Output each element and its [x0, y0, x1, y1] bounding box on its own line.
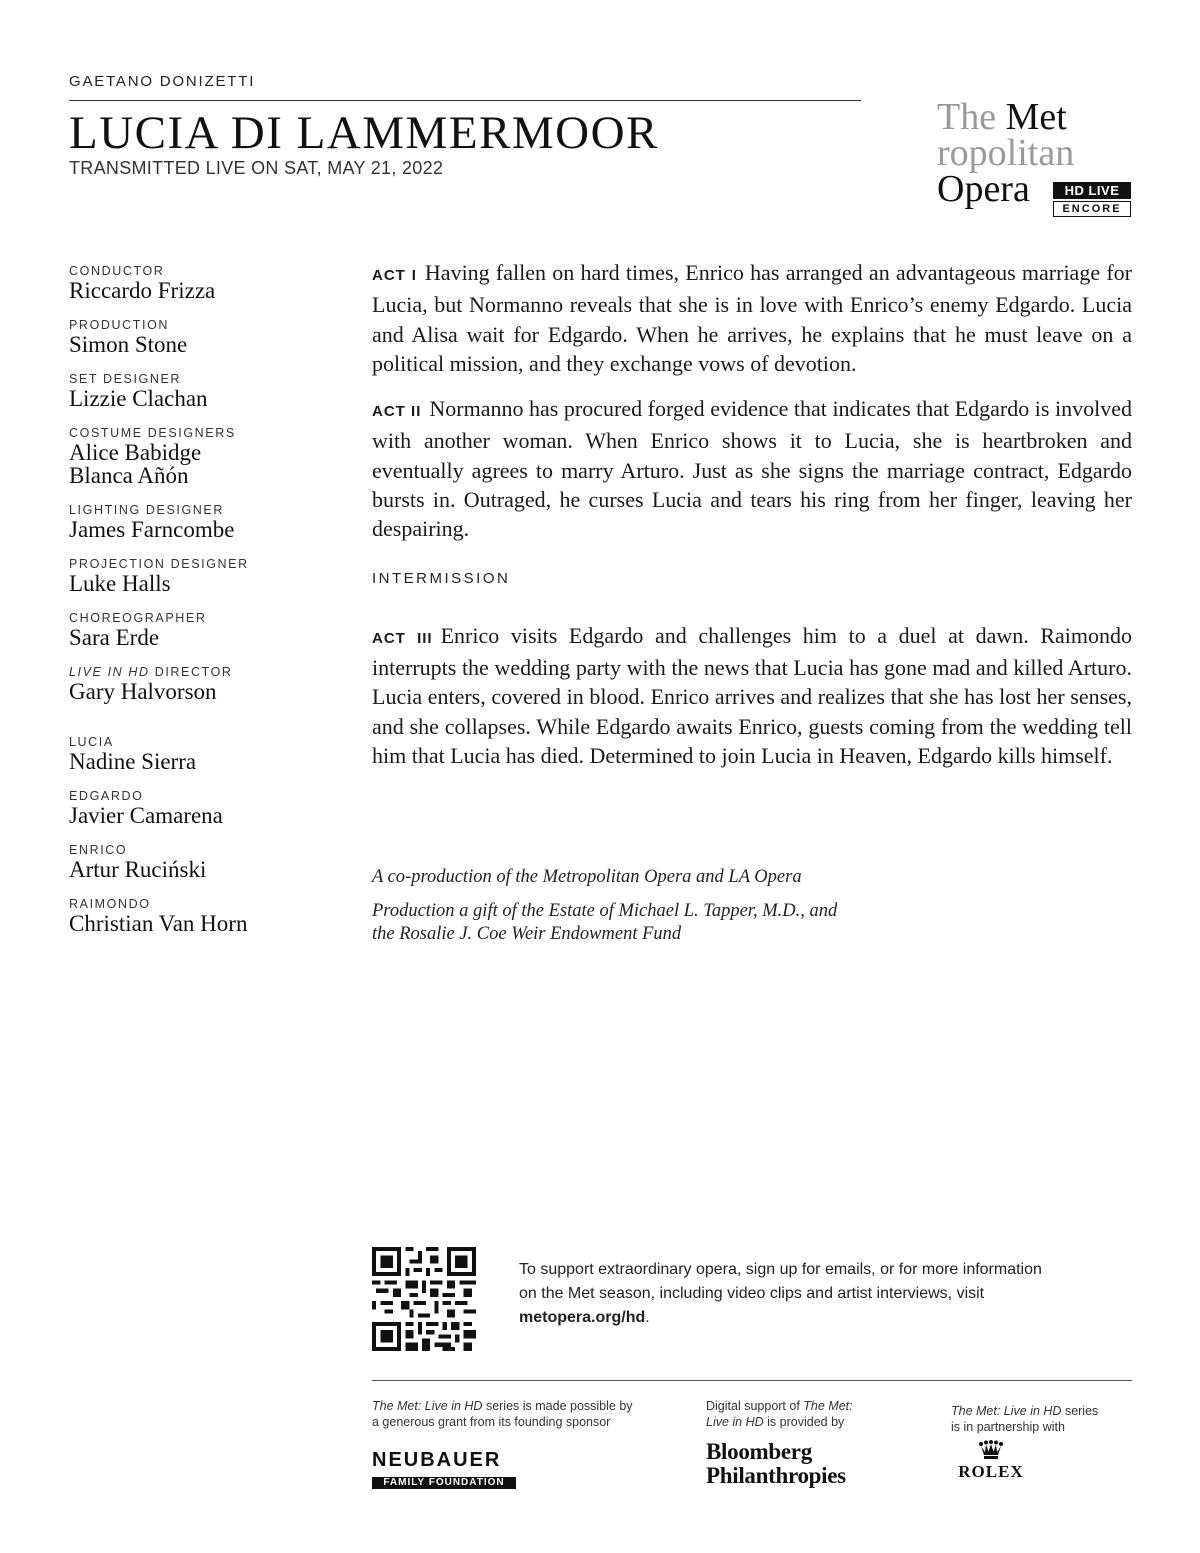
footer-divider [372, 1380, 1132, 1381]
credit-role [69, 664, 349, 680]
cast-role: RAIMONDO [69, 897, 151, 911]
credit-name: Lizzie Clachan [69, 386, 208, 411]
credit-name: Sara Erde [69, 625, 160, 650]
neubauer-subtitle: FAMILY FOUNDATION [372, 1477, 516, 1489]
cast-role: LUCIA [69, 735, 114, 749]
credit-role: CONDUCTOR [69, 264, 165, 278]
credit-set-designer [69, 371, 349, 410]
support-text [519, 1258, 1059, 1330]
bloomberg-logo [706, 1440, 846, 1488]
cast-name: Javier Camarena [69, 803, 223, 828]
logo-opera: Opera [937, 168, 1030, 210]
sponsor-2-series-1: The Met: [803, 1399, 853, 1413]
hd-live-label: HD LIVE [1053, 182, 1131, 199]
credit-name: Riccardo Frizza [69, 278, 216, 303]
support-link[interactable]: metopera.org/hd [519, 1309, 646, 1326]
sponsor-1-series: The Met: Live in HD [372, 1399, 483, 1413]
cast-role: EDGARDO [69, 789, 144, 803]
sponsor-1-text [372, 1398, 672, 1430]
cast-enrico [69, 842, 349, 881]
credit-hd-director [69, 664, 349, 703]
credit-name: Alice Babidge [69, 440, 202, 465]
credit-role: PRODUCTION [69, 318, 170, 332]
act-1-label: ACT I [372, 267, 417, 284]
rolex-logo [951, 1440, 1031, 1482]
neubauer-name: NEUBAUER [372, 1449, 502, 1471]
sponsor-2-text [706, 1398, 906, 1430]
credit-role: LIGHTING DESIGNER [69, 503, 224, 517]
rolex-name: ROLEX [958, 1462, 1024, 1481]
credit-conductor [69, 263, 349, 302]
sponsor-3-line2: is in partnership with [951, 1420, 1065, 1434]
gift-line-1: Production a gift of the Estate of Michael L. Tapper, M.D., and [372, 901, 838, 921]
credit-role: PROJECTION DESIGNER [69, 557, 249, 571]
gift-note [372, 900, 932, 946]
logo-line-1 [937, 98, 1067, 136]
production-notes [372, 866, 932, 957]
credit-production [69, 317, 349, 356]
cast-name: Nadine Sierra [69, 749, 197, 774]
sponsor-3-text [951, 1403, 1151, 1435]
act-3-text: Enrico visits Edgardo and challenges him to a duel at dawn. Raimondo interrupts the wedding party with the news that Lucia has gone mad and killed Arturo. Lucia enters, covered in blood. Enrico arrives and realizes that she has lost her senses, and she collapses. While Edgardo awaits Enrico, guests coming from the wedding tell him that Lucia has died. Determined to join Lucia in Heaven, Edgardo kills himself. [372, 622, 1132, 768]
credit-name: Luke Halls [69, 571, 171, 596]
logo-ropolitan: ropolitan [937, 132, 1075, 174]
synopsis [372, 258, 1132, 770]
cast-name: Christian Van Horn [69, 911, 248, 936]
credits-column [69, 263, 349, 950]
qr-code-icon[interactable] [372, 1247, 476, 1351]
bloomberg-name-2: Philanthropies [706, 1463, 846, 1488]
cast-gap [69, 718, 349, 734]
credit-name: Gary Halvorson [69, 679, 217, 704]
credit-projection-designer [69, 556, 349, 595]
credit-role: SET DESIGNER [69, 372, 182, 386]
cast-lucia [69, 734, 349, 773]
credit-lighting-designer [69, 502, 349, 541]
encore-label: ENCORE [1053, 201, 1131, 217]
composer-name: GAETANO DONIZETTI [69, 73, 256, 90]
credit-role-italic: LIVE IN HD [69, 665, 150, 679]
neubauer-logo [372, 1450, 516, 1489]
cast-name: Artur Ruciński [69, 857, 207, 882]
credit-role: CHOREOGRAPHER [69, 611, 207, 625]
act-1-text: Having fallen on hard times, Enrico has arranged an advantageous marriage for Lucia, but Normanno reveals that she is in love with Enrico’s enemy Edgardo. Lucia and Alisa wait for Edgardo. When he arrives, he explains that he must leave on a political mission, and they exchange vows of devotion. [372, 260, 1132, 376]
sponsor-1-line1: series is made possible by [482, 1399, 633, 1413]
intermission-label: INTERMISSION [372, 569, 511, 587]
sponsor-2-line1: Digital support of [706, 1399, 804, 1413]
sponsor-3-series: The Met: Live in HD [951, 1404, 1062, 1418]
hd-live-encore-badge [1053, 182, 1131, 217]
logo-met: Met [1005, 96, 1067, 138]
transmission-date: TRANSMITTED LIVE ON SAT, MAY 21, 2022 [69, 158, 444, 178]
credit-name: Simon Stone [69, 332, 188, 357]
support-body: To support extraordinary opera, sign up for emails, or for more information on the Met season, including video clips and artist interviews, visit [519, 1261, 1042, 1302]
met-opera-hd-logo [937, 98, 1137, 228]
header-divider [69, 100, 861, 101]
credit-role: COSTUME DESIGNERS [69, 426, 236, 440]
cast-edgardo [69, 788, 349, 827]
act-2-text: Normanno has procured forged evidence that indicates that Edgardo is involved with another woman. When Enrico shows it to Lucia, she is heartbroken and eventually agrees to marry Arturo. Just as she signs the marriage contract, Edgardo bursts in. Outraged, he curses Lucia and tears his ring from her finger, leaving her despairing. [372, 396, 1132, 542]
act-3-paragraph [372, 621, 1132, 770]
sponsor-3-line1: series [1061, 1404, 1099, 1418]
act-2-label: ACT II [372, 403, 422, 421]
act-3-label: ACT III [372, 629, 433, 647]
act-2-paragraph [372, 394, 1132, 543]
act-1-paragraph [372, 258, 1132, 378]
sponsor-2-line2: is provided by [763, 1415, 845, 1429]
credit-costume-designers [69, 425, 349, 487]
credit-name: James Farncombe [69, 517, 235, 542]
crown-icon [978, 1440, 1004, 1460]
gift-line-2: the Rosalie J. Coe Weir Endowment Fund [372, 924, 682, 944]
credit-name-second: Blanca Añón [69, 463, 189, 488]
credit-choreographer [69, 610, 349, 649]
opera-title: LUCIA DI LAMMERMOOR [69, 107, 659, 159]
bloomberg-name-1: Bloomberg [706, 1439, 812, 1464]
sponsor-1-line2: a generous grant from its founding sponsor [372, 1415, 611, 1429]
cast-raimondo [69, 896, 349, 935]
logo-the: The [937, 96, 997, 138]
credit-role-text: DIRECTOR [154, 665, 233, 679]
support-end: . [645, 1309, 650, 1326]
cast-role: ENRICO [69, 843, 128, 857]
sponsor-2-series-2: Live in HD [706, 1415, 764, 1429]
coproduction-note: A co-production of the Metropolitan Opera and LA Opera [372, 867, 802, 887]
